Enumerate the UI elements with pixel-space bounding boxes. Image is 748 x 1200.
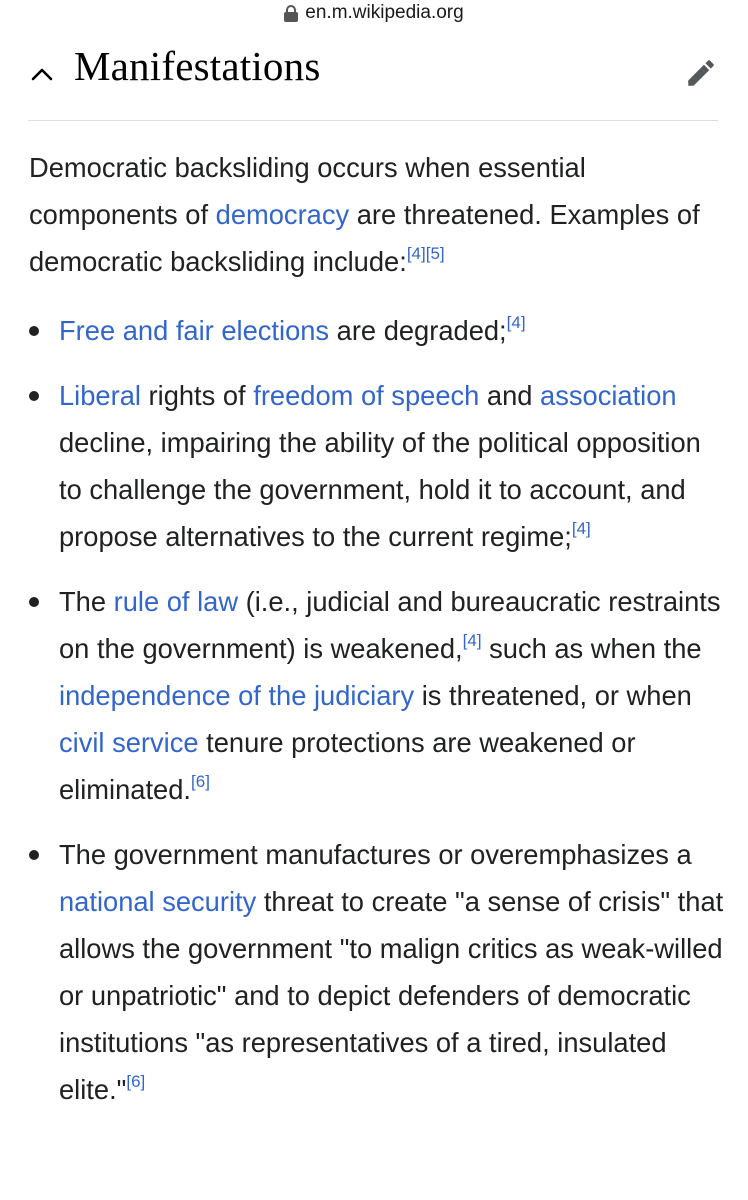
link-democracy[interactable]: democracy	[215, 199, 350, 230]
item-text: rights of	[140, 380, 254, 411]
item-text: such as when the	[481, 633, 702, 664]
bullet-dot	[29, 597, 39, 607]
bullet-dot	[29, 391, 39, 401]
section-title: Manifestations	[74, 43, 321, 89]
bullet-dot	[29, 850, 39, 860]
ref-4[interactable]: [4]	[406, 243, 426, 263]
link-rule-of-law[interactable]: rule of law	[113, 586, 239, 617]
item-text: (i.e., judicial and bureaucratic restraints on the government) is weakened,	[59, 586, 721, 664]
list-item	[29, 307, 729, 354]
chevron-up-icon[interactable]	[30, 62, 54, 86]
list-item	[29, 578, 729, 813]
list-item	[29, 372, 729, 560]
item-text: The government manufactures or overemphasizes a	[59, 839, 692, 870]
link-liberal[interactable]: Liberal	[59, 380, 141, 411]
item-text: is threatened, or when	[414, 680, 692, 711]
item-text: tenure protections are weakened or eliminated.	[59, 727, 636, 805]
manifestations-list	[29, 307, 729, 1113]
item-text: The	[59, 586, 114, 617]
item-text: and	[479, 380, 541, 411]
ref-6[interactable]: [6]	[126, 1071, 146, 1091]
link-association[interactable]: association	[540, 380, 677, 411]
ref-4[interactable]: [4]	[571, 518, 591, 538]
address-bar[interactable]	[0, 0, 748, 28]
ref-6[interactable]: [6]	[191, 771, 210, 791]
pencil-icon[interactable]	[684, 56, 718, 90]
link-free-and-fair-elections[interactable]: Free and fair elections	[59, 315, 330, 346]
ref-5[interactable]: [5]	[425, 243, 445, 263]
intro-text-1: Democratic backsliding occurs when essential components of	[29, 152, 586, 230]
item-text: threat to create "a sense of crisis" that allows the government "to malign critics as weak-willed or unpatriotic" and to depict defenders of democratic institutions "as representatives of a tired, insulated elite."	[59, 886, 724, 1105]
link-national-security[interactable]: national security	[59, 886, 257, 917]
link-independence-of-the-judiciary[interactable]: independence of the judiciary	[59, 680, 415, 711]
intro-paragraph	[29, 144, 729, 285]
lock-icon	[284, 5, 298, 22]
list-item	[29, 831, 729, 1113]
ref-4[interactable]: [4]	[462, 630, 482, 650]
link-freedom-of-speech[interactable]: freedom of speech	[253, 380, 480, 411]
item-text: decline, impairing the ability of the political opposition to challenge the government, hold it to account, and propose alternatives to the current regime;	[59, 427, 701, 552]
section-heading[interactable]	[28, 40, 718, 121]
intro-text-2: are threatened. Examples of democratic backsliding include:	[29, 199, 700, 277]
ref-4[interactable]: [4]	[506, 312, 526, 332]
url-text[interactable]: en.m.wikipedia.org	[305, 2, 464, 23]
bullet-dot	[29, 326, 39, 336]
link-civil-service[interactable]: civil service	[59, 727, 199, 758]
item-text: are degraded;	[329, 315, 507, 346]
article-content	[29, 144, 729, 1131]
